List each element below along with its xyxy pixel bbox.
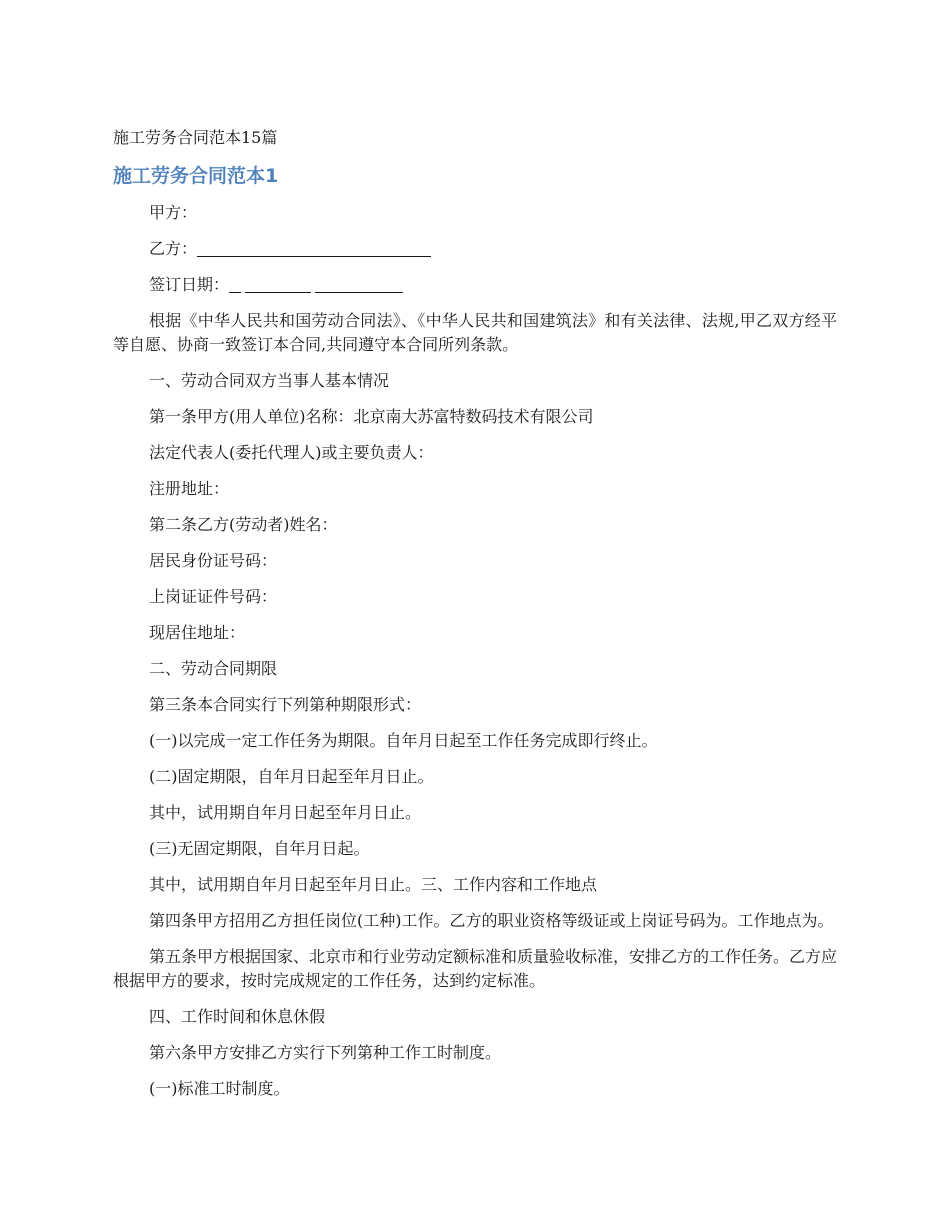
section-heading: 施工劳务合同范本1 — [113, 165, 279, 187]
probation-line-1: 其中，试用期自年月日起至年月日止。 — [149, 803, 422, 822]
document-title: 施工劳务合同范本15篇 — [113, 128, 278, 147]
certificate-number-line: 上岗证证件号码： — [149, 587, 278, 606]
probation-line-2: 其中，试用期自年月日起至年月日止。三、工作内容和工作地点 — [149, 875, 598, 894]
sign-date-line — [113, 273, 837, 297]
term-option-3: (三)无固定期限，自年月日起。 — [149, 839, 370, 858]
section-title-4: 四、工作时间和休息休假 — [149, 1007, 326, 1026]
id-number-line: 居民身份证号码： — [149, 551, 278, 570]
party-a-line — [113, 201, 837, 225]
term-option-1: (一)以完成一定工作任务为期限。自年月日起至工作任务完成即行终止。 — [149, 731, 658, 750]
party-b-line — [113, 237, 837, 261]
party-b-label: 乙方： — [149, 239, 198, 258]
sign-date-label: 签订日期： — [149, 275, 230, 294]
party-a-label: 甲方： — [149, 203, 198, 222]
legal-representative-line: 法定代表人(委托代理人)或主要负责人： — [149, 443, 434, 462]
registered-address-line: 注册地址： — [149, 479, 230, 498]
clause-3-term-form: 第三条本合同实行下列第种期限形式： — [149, 695, 422, 714]
clause-2-worker-name: 第二条乙方(劳动者)姓名： — [149, 515, 338, 534]
standard-hours-line: (一)标准工时制度。 — [149, 1079, 290, 1098]
document-page — [113, 126, 837, 1113]
clause-1-employer-name: 第一条甲方(用人单位)名称：北京南大苏富特数码技术有限公司 — [149, 407, 594, 426]
term-option-2: (二)固定期限，自年月日起至年月日止。 — [149, 767, 434, 786]
date-blank-2 — [245, 276, 311, 293]
clause-6-working-hours: 第六条甲方安排乙方实行下列第种工作工时制度。 — [149, 1043, 502, 1062]
clause-5-work-tasks: 第五条甲方根据国家、北京市和行业劳动定额标准和质量验收标准，安排乙方的工作任务。乙方应根据甲方的要求，按时完成规定的工作任务，达到约定标准。 — [113, 947, 838, 990]
paragraph-preamble: 根据《中华人民共和国劳动合同法》、《中华人民共和国建筑法》和有关法律、法规,甲乙双方经平等自愿、协商一致签订本合同,共同遵守本合同所列条款。 — [113, 311, 837, 354]
date-blank-1 — [229, 276, 241, 293]
party-b-blank — [197, 240, 431, 257]
section-title-1: 一、劳动合同双方当事人基本情况 — [149, 371, 390, 390]
current-address-line: 现居住地址： — [149, 623, 246, 642]
section-title-2: 二、劳动合同期限 — [149, 659, 278, 678]
date-blank-3 — [315, 276, 403, 293]
clause-4-position: 第四条甲方招用乙方担任岗位(工种)工作。乙方的职业资格等级证或上岗证号码为。工作地点为。 — [149, 911, 834, 930]
